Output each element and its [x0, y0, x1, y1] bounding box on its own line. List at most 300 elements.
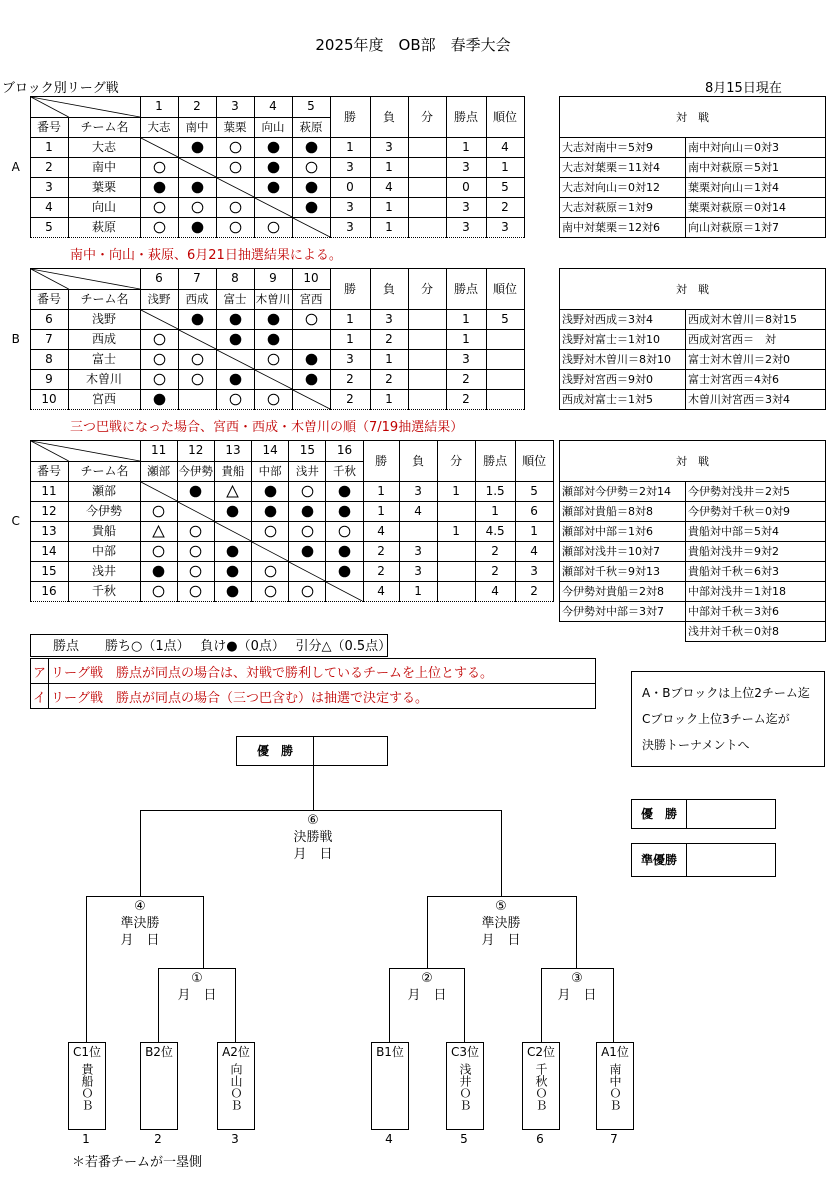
col-team-name: 今伊勢 — [177, 461, 214, 482]
result-cell — [254, 178, 292, 198]
row-rank: 3 — [515, 562, 553, 582]
result-cell — [252, 562, 289, 582]
match-result: 大志対萩原＝1対9 — [560, 198, 686, 218]
loss-mark-icon — [229, 333, 242, 346]
row-lose: 3 — [399, 482, 437, 502]
loss-mark-icon — [301, 545, 314, 558]
row-points: 1.5 — [475, 482, 515, 502]
row-win: 2 — [363, 562, 399, 582]
loss-mark-icon — [229, 313, 242, 326]
runnerup-box — [631, 843, 776, 877]
row-rank: 4 — [486, 138, 524, 158]
win-mark-icon — [267, 353, 280, 366]
result-cell — [140, 502, 177, 522]
col-number: 3 — [216, 97, 254, 118]
row-draw: 1 — [437, 522, 475, 542]
win-mark-icon — [191, 373, 204, 386]
win-mark-icon — [191, 201, 204, 214]
match-result: 西成対木曽川＝8対15 — [686, 310, 826, 330]
result-cell — [289, 502, 326, 522]
draw-mark-icon — [152, 525, 165, 538]
match-result: 富士対木曽川＝2対0 — [686, 350, 826, 370]
league-table-b — [2, 268, 525, 410]
header-corner — [30, 441, 140, 482]
loss-mark-icon — [267, 313, 280, 326]
row-team: 浅野 — [68, 310, 140, 330]
match-row — [560, 482, 826, 502]
result-cell — [177, 582, 214, 602]
matches-table-b — [559, 268, 826, 410]
row-team: 瀬部 — [68, 482, 140, 502]
match-result: 大志対南中＝5対9 — [560, 138, 686, 158]
result-cell — [216, 370, 254, 390]
col-team-name: 貴船 — [214, 461, 251, 482]
table-row — [2, 138, 524, 158]
rules-table — [30, 658, 596, 709]
match-result: 葉栗対向山＝1対4 — [686, 178, 826, 198]
row-rank: 5 — [515, 482, 553, 502]
match-row — [560, 350, 826, 370]
col-number: 12 — [177, 441, 214, 462]
row-lose: 3 — [370, 310, 408, 330]
win-mark-icon — [229, 221, 242, 234]
row-number: 10 — [30, 390, 68, 410]
row-team: 浅井 — [68, 562, 140, 582]
row-number: 9 — [30, 370, 68, 390]
row-number: 6 — [30, 310, 68, 330]
self-cell — [292, 218, 330, 238]
points-legend: 勝点 勝ち○（1点） 負け●（0点） 引分△（0.5点） — [30, 634, 388, 657]
result-cell — [140, 218, 178, 238]
self-cell — [140, 310, 178, 330]
col-team-name: 西成 — [178, 289, 216, 310]
header-team: チーム名 — [69, 289, 141, 309]
self-cell — [252, 542, 289, 562]
win-mark-icon — [153, 201, 166, 214]
row-team: 南中 — [68, 158, 140, 178]
loss-mark-icon — [191, 181, 204, 194]
result-cell — [214, 562, 251, 582]
bracket-slot — [217, 1042, 255, 1130]
row-rank: 1 — [515, 522, 553, 542]
self-cell — [177, 502, 214, 522]
subtitle: ブロック別リーグ戦 — [2, 81, 119, 96]
loss-mark-icon — [267, 181, 280, 194]
loss-mark-icon — [305, 353, 318, 366]
slot-number: 6 — [536, 1132, 544, 1146]
result-cell — [252, 522, 289, 542]
win-mark-icon — [267, 393, 280, 406]
match-result: 貴船対中部＝5対4 — [686, 522, 826, 542]
result-cell — [326, 522, 363, 542]
row-lose: 1 — [399, 582, 437, 602]
loss-mark-icon — [226, 545, 239, 558]
champion-label: 優 勝 — [237, 737, 314, 765]
draw-mark-icon — [226, 485, 239, 498]
result-cell — [140, 582, 177, 602]
header-no: 番号 — [31, 289, 69, 309]
slot-number: 7 — [610, 1132, 618, 1146]
row-draw — [437, 502, 475, 522]
header-no: 番号 — [31, 461, 69, 481]
rule-text: リーグ戦 勝点が同点の場合は、対戦で勝利しているチームを上位とする。 — [49, 659, 596, 684]
row-points: 3 — [446, 218, 486, 238]
table-row — [2, 482, 553, 502]
match-row — [560, 522, 826, 542]
win-mark-icon — [301, 485, 314, 498]
loss-mark-icon — [267, 333, 280, 346]
slot-position: B2位 — [145, 1045, 173, 1059]
row-lose: 4 — [370, 178, 408, 198]
result-cell — [216, 218, 254, 238]
win-mark-icon — [189, 545, 202, 558]
win-mark-icon — [264, 525, 277, 538]
slot-position: C1位 — [72, 1045, 101, 1059]
quarterfinal-2 — [382, 970, 472, 1004]
rule-mark: ア — [31, 659, 49, 684]
result-cell — [292, 138, 330, 158]
row-team: 宮西 — [68, 390, 140, 410]
result-cell — [216, 330, 254, 350]
row-rank — [486, 390, 524, 410]
win-mark-icon — [267, 221, 280, 234]
match-result: 今伊勢対千秋＝0対9 — [686, 502, 826, 522]
row-lose: 1 — [370, 390, 408, 410]
col-team-name: 南中 — [178, 117, 216, 138]
slot-number: 4 — [385, 1132, 393, 1146]
header-points: 勝点 — [446, 269, 486, 310]
result-cell — [292, 370, 330, 390]
block-label: B — [2, 269, 30, 410]
result-cell — [140, 198, 178, 218]
header-draw: 分 — [408, 97, 446, 138]
match-row — [560, 502, 826, 522]
match-date: 月 日 — [557, 988, 597, 1003]
result-cell — [214, 582, 251, 602]
result-cell — [326, 542, 363, 562]
row-points: 4.5 — [475, 522, 515, 542]
result-cell — [178, 390, 216, 410]
row-lose: 4 — [399, 502, 437, 522]
result-cell — [289, 542, 326, 562]
match-row — [560, 602, 826, 622]
result-cell — [254, 330, 292, 350]
result-cell — [140, 350, 178, 370]
win-mark-icon — [338, 525, 351, 538]
row-lose: 2 — [370, 330, 408, 350]
page-title: 2025年度 OB部 春季大会 — [315, 36, 511, 54]
row-number: 4 — [30, 198, 68, 218]
match-result: 西成対宮西＝ 対 — [686, 330, 826, 350]
self-cell — [178, 330, 216, 350]
bracket-slot — [140, 1042, 178, 1130]
row-win: 1 — [363, 482, 399, 502]
col-number: 1 — [140, 97, 178, 118]
matches-header: 対 戦 — [560, 269, 826, 310]
match-result: 大志対葉栗＝11対4 — [560, 158, 686, 178]
row-points: 2 — [475, 542, 515, 562]
match-row — [560, 310, 826, 330]
win-mark-icon — [189, 585, 202, 598]
block-label: A — [2, 97, 30, 238]
row-team: 今伊勢 — [68, 502, 140, 522]
result-cell — [140, 390, 178, 410]
result-cell — [289, 582, 326, 602]
row-draw — [408, 138, 446, 158]
row-draw — [408, 390, 446, 410]
result-cell — [326, 482, 363, 502]
result-cell — [178, 350, 216, 370]
self-cell — [254, 370, 292, 390]
col-number: 2 — [178, 97, 216, 118]
info-line: Cブロック上位3チーム迄が — [642, 712, 790, 726]
win-mark-icon — [153, 221, 166, 234]
result-cell — [216, 198, 254, 218]
header-rank: 順位 — [486, 97, 524, 138]
result-cell — [216, 310, 254, 330]
slot-number: 3 — [231, 1132, 239, 1146]
row-lose: 3 — [399, 542, 437, 562]
match-result: 貴船対千秋＝6対3 — [686, 562, 826, 582]
row-draw — [408, 198, 446, 218]
row-points: 3 — [446, 350, 486, 370]
bracket-slot — [446, 1042, 484, 1130]
final-match — [263, 812, 363, 863]
col-number: 11 — [140, 441, 177, 462]
result-cell — [216, 138, 254, 158]
advance-info-box — [631, 671, 825, 767]
match-result — [560, 622, 686, 642]
match-number: ① — [191, 971, 203, 986]
result-cell — [292, 310, 330, 330]
col-team-name: 千秋 — [326, 461, 363, 482]
row-number: 7 — [30, 330, 68, 350]
match-number: ③ — [571, 971, 583, 986]
row-rank — [486, 370, 524, 390]
win-mark-icon — [191, 353, 204, 366]
header-rank: 順位 — [486, 269, 524, 310]
champion-label: 優 勝 — [632, 800, 687, 828]
col-number: 14 — [252, 441, 289, 462]
match-row — [560, 178, 826, 198]
match-number: ④ — [134, 899, 146, 914]
win-mark-icon — [229, 161, 242, 174]
match-result: 瀬部対中部＝1対6 — [560, 522, 686, 542]
row-number: 11 — [30, 482, 68, 502]
match-row — [560, 158, 826, 178]
row-win: 2 — [330, 370, 370, 390]
row-number: 12 — [30, 502, 68, 522]
slot-position: C3位 — [450, 1045, 479, 1059]
match-row — [560, 582, 826, 602]
col-number: 6 — [140, 269, 178, 290]
row-win: 4 — [363, 522, 399, 542]
match-result: 西成対富士＝1対5 — [560, 390, 686, 410]
row-number: 16 — [30, 582, 68, 602]
result-cell — [178, 178, 216, 198]
col-number: 16 — [326, 441, 363, 462]
loss-mark-icon — [153, 393, 166, 406]
slot-position: B1位 — [376, 1045, 404, 1059]
match-row — [560, 390, 826, 410]
win-mark-icon — [153, 333, 166, 346]
bracket-slot — [68, 1042, 106, 1130]
table-row — [2, 370, 524, 390]
row-number: 1 — [30, 138, 68, 158]
row-team: 西成 — [68, 330, 140, 350]
row-win: 3 — [330, 218, 370, 238]
slot-number: 5 — [460, 1132, 468, 1146]
match-name: 決勝戦 — [293, 830, 333, 845]
self-cell — [292, 390, 330, 410]
row-lose: 1 — [370, 198, 408, 218]
slot-team: 千秋ＯＢ — [534, 1063, 548, 1111]
table-row — [2, 542, 553, 562]
slot-position: A1位 — [601, 1045, 629, 1059]
row-win: 1 — [363, 502, 399, 522]
col-number: 9 — [254, 269, 292, 290]
row-points: 2 — [446, 370, 486, 390]
rule-row — [31, 684, 596, 709]
result-cell — [177, 482, 214, 502]
row-win: 4 — [363, 582, 399, 602]
table-row — [2, 178, 524, 198]
table-row — [2, 330, 524, 350]
header-corner — [30, 269, 140, 310]
row-points: 3 — [446, 158, 486, 178]
row-number: 15 — [30, 562, 68, 582]
table-row — [2, 502, 553, 522]
loss-mark-icon — [191, 221, 204, 234]
row-draw — [437, 562, 475, 582]
col-number: 15 — [289, 441, 326, 462]
bracket-champion-box — [236, 736, 388, 766]
self-cell — [140, 482, 177, 502]
loss-mark-icon — [305, 141, 318, 154]
win-mark-icon — [229, 201, 242, 214]
slot-position: C2位 — [526, 1045, 555, 1059]
match-result: 瀬部対貴船＝8対8 — [560, 502, 686, 522]
result-cell — [254, 390, 292, 410]
match-row — [560, 370, 826, 390]
league-table-c — [2, 440, 554, 602]
result-cell — [178, 218, 216, 238]
match-result: 貴船対浅井＝9対2 — [686, 542, 826, 562]
match-number: ② — [421, 971, 433, 986]
header-lose: 負 — [370, 97, 408, 138]
result-cell — [177, 562, 214, 582]
header-win: 勝 — [330, 269, 370, 310]
row-rank — [486, 350, 524, 370]
self-cell — [254, 198, 292, 218]
loss-mark-icon — [305, 373, 318, 386]
loss-mark-icon — [338, 545, 351, 558]
row-draw: 1 — [437, 482, 475, 502]
loss-mark-icon — [264, 505, 277, 518]
match-result: 富士対宮西＝4対6 — [686, 370, 826, 390]
row-lose: 2 — [370, 370, 408, 390]
slot-team: 浅井ＯＢ — [458, 1063, 472, 1111]
match-row — [560, 622, 826, 642]
row-draw — [437, 542, 475, 562]
match-row — [560, 562, 826, 582]
quarterfinal-1 — [152, 970, 242, 1004]
match-result: 浅野対西成＝3対4 — [560, 310, 686, 330]
result-cell — [254, 158, 292, 178]
result-cell — [140, 178, 178, 198]
result-cell — [326, 502, 363, 522]
row-points: 3 — [446, 198, 486, 218]
slot-team: 向山ＯＢ — [229, 1063, 243, 1111]
table-row — [2, 198, 524, 218]
row-number: 14 — [30, 542, 68, 562]
loss-mark-icon — [153, 181, 166, 194]
win-mark-icon — [152, 545, 165, 558]
row-rank: 4 — [515, 542, 553, 562]
result-cell — [252, 482, 289, 502]
result-cell — [214, 482, 251, 502]
match-row — [560, 330, 826, 350]
result-cell — [140, 370, 178, 390]
match-date: 月 日 — [293, 847, 333, 862]
rule-text: リーグ戦 勝点が同点の場合（三つ巴含む）は抽選で決定する。 — [49, 684, 596, 709]
match-result: 浅野対宮西＝9対0 — [560, 370, 686, 390]
loss-mark-icon — [301, 505, 314, 518]
row-points: 2 — [446, 390, 486, 410]
row-rank: 3 — [486, 218, 524, 238]
result-cell — [252, 502, 289, 522]
row-points: 1 — [446, 138, 486, 158]
row-win: 3 — [330, 158, 370, 178]
match-result: 瀬部対今伊勢＝2対14 — [560, 482, 686, 502]
col-number: 10 — [292, 269, 330, 290]
matches-header: 対 戦 — [560, 441, 826, 482]
row-draw — [408, 158, 446, 178]
match-result: 南中対萩原＝5対1 — [686, 158, 826, 178]
match-result: 葉栗対萩原＝0対14 — [686, 198, 826, 218]
col-number: 4 — [254, 97, 292, 118]
row-points: 1 — [446, 310, 486, 330]
header-lose: 負 — [370, 269, 408, 310]
match-result: 中部対浅井＝1対18 — [686, 582, 826, 602]
loss-mark-icon — [191, 141, 204, 154]
loss-mark-icon — [338, 565, 351, 578]
self-cell — [140, 138, 178, 158]
col-team-name: 中部 — [252, 461, 289, 482]
slot-number: 1 — [82, 1132, 90, 1146]
match-date: 月 日 — [120, 933, 160, 948]
info-line: A・Bブロックは上位2チーム迄 — [642, 686, 810, 700]
row-draw — [408, 218, 446, 238]
table-row — [2, 350, 524, 370]
result-cell — [254, 218, 292, 238]
result-cell — [252, 582, 289, 602]
self-cell — [216, 178, 254, 198]
result-cell — [216, 158, 254, 178]
win-mark-icon — [153, 373, 166, 386]
result-cell — [177, 542, 214, 562]
win-mark-icon — [305, 313, 318, 326]
result-cell — [140, 562, 177, 582]
loss-mark-icon — [152, 565, 165, 578]
match-result: 向山対萩原＝1対7 — [686, 218, 826, 238]
row-team: 木曽川 — [68, 370, 140, 390]
row-rank: 5 — [486, 310, 524, 330]
header-team: チーム名 — [69, 117, 141, 137]
header-points: 勝点 — [446, 97, 486, 138]
loss-mark-icon — [267, 161, 280, 174]
result-cell — [292, 198, 330, 218]
